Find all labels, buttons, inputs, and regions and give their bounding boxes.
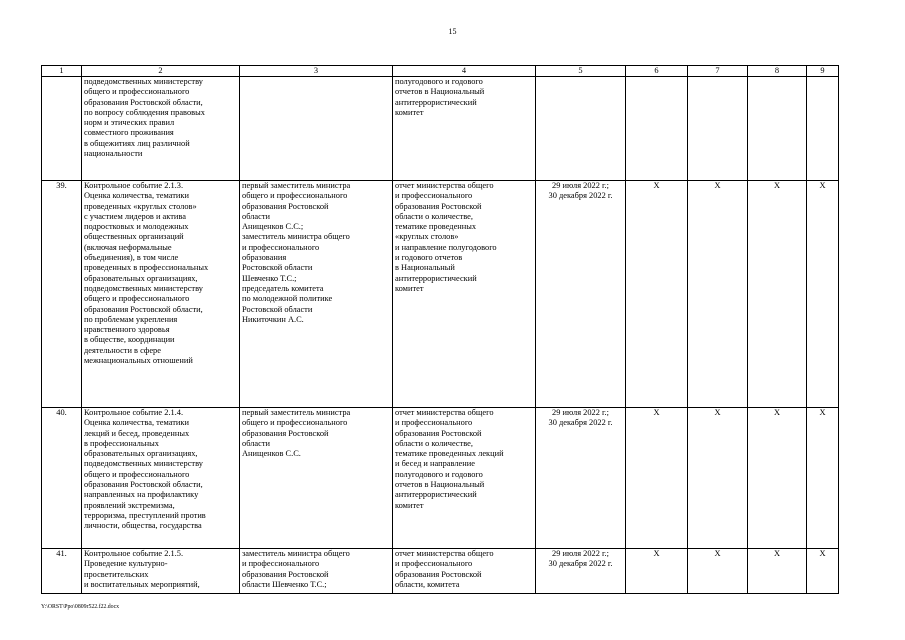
header-cell: 6 [626,66,688,77]
row-number [42,77,82,181]
header-cell: 1 [42,66,82,77]
result-cell: отчет министерства общего и профессионального образования Ростовской области, комитета [393,549,536,594]
mark-cell: X [748,181,807,408]
header-row [42,66,839,77]
mark-cell: X [807,408,839,549]
table-row [42,408,839,549]
responsible-cell: заместитель министра общего и профессионального образования Ростовской области Шевченко Т.С.; [240,549,393,594]
dates-cell [536,77,626,181]
row-number: 40. [42,408,82,549]
mark-cell: X [748,549,807,594]
mark-cell: X [688,181,748,408]
result-cell: отчет министерства общего и профессионального образования Ростовской области о количестве, тематике проведенных «круглых столов» и направление полугодового и годового отчетов в Национальный антитеррористический комитет [393,181,536,408]
table-row [42,77,839,181]
responsible-cell [240,77,393,181]
mark-cell: X [807,549,839,594]
responsible-cell: первый заместитель министра общего и профессионального образования Ростовской области Анищенков С.С. [240,408,393,549]
mark-cell: X [807,181,839,408]
header-cell: 3 [240,66,393,77]
mark-cell [748,77,807,181]
footer-file-path: Y:\ORST\Ppo\0809r522.f22.docx [41,604,120,610]
table-row [42,549,839,594]
event-cell: Контрольное событие 2.1.3. Оценка количества, тематики проведенных «круглых столов» с участием лидеров и актива подростковых и молодежных общественных организаций (включая неформальные объединения), в том числе проведенных в профессиональных образовательных организациях, подведомственных министерству общего и профессионального образования Ростовской области, по проблемам укрепления нравственного здоровья в обществе, координации деятельности в сфере межнациональных отношений [82,181,240,408]
event-cell: Контрольное событие 2.1.4. Оценка количества, тематики лекций и бесед, проведенных в профессиональных образовательных организациях, подведомственных министерству общего и профессионального образования Ростовской области, направленных на профилактику проявлений экстремизма, терроризма, преступлений против личности, общества, государства [82,408,240,549]
header-cell: 2 [82,66,240,77]
event-cell: подведомственных министерству общего и профессионального образования Ростовской области, по вопросу соблюдения правовых норм и этических правил совместного проживания в общежитиях лиц различной национальности [82,77,240,181]
mark-cell: X [688,408,748,549]
row-number: 41. [42,549,82,594]
mark-cell: X [626,408,688,549]
page-number: 15 [448,27,457,36]
mark-cell: X [626,181,688,408]
mark-cell [807,77,839,181]
mark-cell [626,77,688,181]
mark-cell: X [626,549,688,594]
header-cell: 8 [748,66,807,77]
mark-cell: X [688,549,748,594]
header-cell: 7 [688,66,748,77]
header-cell: 9 [807,66,839,77]
result-cell: полугодового и годового отчетов в Национальный антитеррористический комитет [393,77,536,181]
result-cell: отчет министерства общего и профессионального образования Ростовской области о количестве, тематике проведенных лекций и бесед и направление полугодового и годового отчетов в Национальный антитеррористический комитет [393,408,536,549]
dates-cell: 29 июля 2022 г.; 30 декабря 2022 г. [536,549,626,594]
responsible-cell: первый заместитель министра общего и профессионального образования Ростовской области Анищенков С.С.; заместитель министра общего и профессионального образования Ростовской области Шевченко Т.С.; председатель комитета по молодежной политике Ростовской области Никиточкин А.С. [240,181,393,408]
table-row [42,181,839,408]
header-cell: 5 [536,66,626,77]
row-number: 39. [42,181,82,408]
plan-table [41,65,839,594]
event-cell: Контрольное событие 2.1.5. Проведение культурно- просветительских и воспитательных мероприятий, [82,549,240,594]
mark-cell [688,77,748,181]
header-cell: 4 [393,66,536,77]
dates-cell: 29 июля 2022 г.; 30 декабря 2022 г. [536,181,626,408]
dates-cell: 29 июля 2022 г.; 30 декабря 2022 г. [536,408,626,549]
mark-cell: X [748,408,807,549]
